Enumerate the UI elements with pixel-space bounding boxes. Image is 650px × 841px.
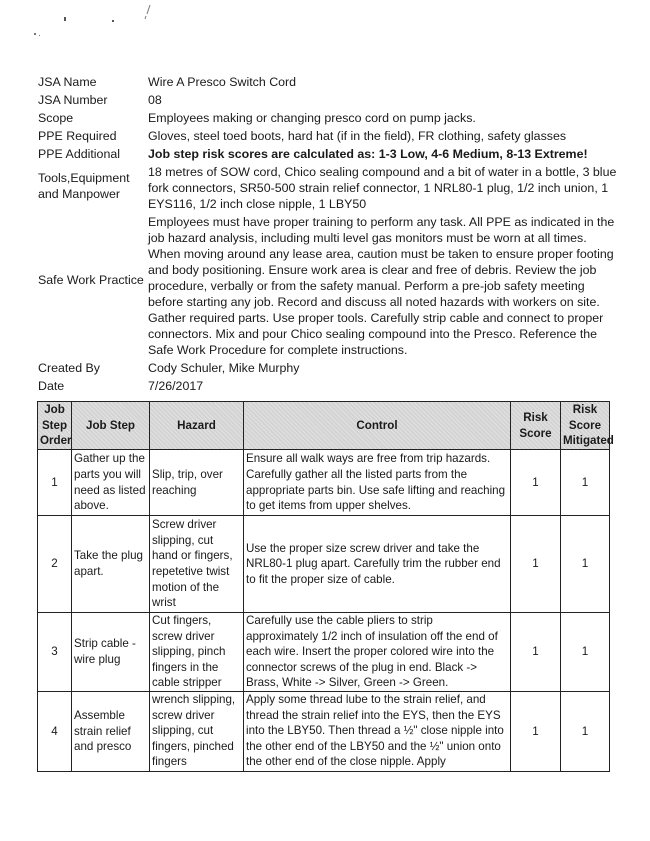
header-job-step: Job Step	[72, 402, 150, 450]
cell-risk-mitigated: 1	[561, 691, 610, 771]
header-control: Control	[244, 402, 511, 450]
jsa-number-value: 08	[148, 93, 162, 107]
jsa-number-label: JSA Number	[38, 93, 108, 107]
cell-job-step: Gather up the parts you will need as listed above.	[72, 450, 150, 516]
jsa-name-value: Wire A Presco Switch Cord	[148, 75, 297, 89]
cell-risk-score: 1	[511, 450, 561, 516]
jsa-number-row	[38, 92, 618, 108]
cell-order: 3	[38, 613, 72, 692]
cell-hazard: Slip, trip, over reaching	[150, 450, 244, 516]
date-row	[38, 378, 618, 394]
ppe-required-row	[38, 128, 618, 144]
tools-label: Tools,Equipment and Manpower	[38, 171, 130, 201]
cell-control: Apply some thread lube to the strain relief, and thread the strain relief into the EYS, then the EYS into the LBY50. Then thread a ½" close nipple into the other end of the LBY50 and the ½" union onto the other end of the close nipple. Apply	[244, 691, 511, 771]
cell-risk-mitigated: 1	[561, 516, 610, 613]
created-by-value: Cody Schuler, Mike Murphy	[148, 361, 300, 375]
ppe-required-value: Gloves, steel toed boots, hard hat (if in the field), FR clothing, safety glasses	[148, 129, 567, 143]
cell-hazard: wrench slipping, screw driver slipping, cut fingers, pinched fingers	[150, 691, 244, 771]
table-row	[38, 516, 610, 613]
date-value: 7/26/2017	[148, 379, 204, 393]
cell-job-step: Strip cable - wire plug	[72, 613, 150, 692]
cell-order: 4	[38, 691, 72, 771]
header-step-order: Job Step Order	[38, 402, 72, 450]
ppe-additional-label: PPE Additional	[38, 147, 120, 161]
cell-order: 1	[38, 450, 72, 516]
cell-order: 2	[38, 516, 72, 613]
cell-risk-score: 1	[511, 516, 561, 613]
header-hazard: Hazard	[150, 402, 244, 450]
header-risk-score: Risk Score	[511, 402, 561, 450]
ppe-required-label: PPE Required	[38, 129, 117, 143]
cell-risk-mitigated: 1	[561, 450, 610, 516]
scan-specks	[0, 0, 650, 60]
tools-row	[38, 164, 618, 212]
header-risk-mitigated: Risk Score Mitigated	[561, 402, 610, 450]
cell-job-step: Assemble strain relief and presco	[72, 691, 150, 771]
tools-value: 18 metres of SOW cord, Chico sealing compound and a bit of water in a bottle, 3 blue fork connectors, SR50-500 strain relief connector, 1 NRL80-1 plug, 1/2 inch union, 1 EYS116, 1/2 inch close nipple, 1 LBY50	[148, 165, 617, 211]
table-row	[38, 691, 610, 771]
cell-hazard: Cut fingers, screw driver slipping, pinch fingers in the cable stripper	[150, 613, 244, 692]
scope-row	[38, 110, 618, 126]
cell-control: Ensure all walk ways are free from trip hazards. Carefully gather all the listed parts from the appropriate parts bin. Use safe lifting and reaching to get items from upper shelves.	[244, 450, 511, 516]
table-row	[38, 613, 610, 692]
jsa-name-label: JSA Name	[38, 75, 97, 89]
cell-control: Carefully use the cable pliers to strip approximately 1/2 inch of insulation off the end of each wire. Insert the proper colored wire into the connector screws of the plug in end. Black -> Brass, White -> Silver, Green -> Green.	[244, 613, 511, 692]
table-header-row	[38, 402, 610, 450]
safe-work-value: Employees must have proper training to perform any task. All PPE as indicated in the job hazard analysis, including multi level gas monitors must be worn at all times. When moving around any lease area, caution must be taken to ensure proper footing and body positioning. Ensure work area is clear and free of debris. Review the job procedure, verbally or from the safety manual. Perform a pre-job safety meeting before starting any job. Record and discuss all noted hazards with workers on site. Gather required parts. Use proper tools. Carefully strip cable and connect to proper connectors. Mix and pour Chico sealing compound into the Presco. Reference the Safe Work Procedure for complete instructions.	[148, 215, 615, 357]
ppe-additional-value: Job step risk scores are calculated as: 1-3 Low, 4-6 Medium, 8-13 Extreme!	[148, 147, 588, 161]
created-by-label: Created By	[38, 361, 100, 375]
created-by-row	[38, 360, 618, 376]
cell-risk-score: 1	[511, 613, 561, 692]
jsa-info	[38, 74, 618, 394]
cell-risk-score: 1	[511, 691, 561, 771]
ppe-additional-row	[38, 146, 618, 162]
scope-value: Employees making or changing presco cord on pump jacks.	[148, 111, 476, 125]
cell-hazard: Screw driver slipping, cut hand or fingers, repetetive twist motion of the wrist	[150, 516, 244, 613]
cell-risk-mitigated: 1	[561, 613, 610, 692]
safe-work-label: Safe Work Practice	[38, 273, 144, 287]
job-steps-table	[37, 401, 614, 772]
safe-work-row	[38, 214, 618, 358]
cell-job-step: Take the plug apart.	[72, 516, 150, 613]
jsa-name-row	[38, 74, 618, 90]
date-label: Date	[38, 379, 65, 393]
scope-label: Scope	[38, 111, 74, 125]
cell-control: Use the proper size screw driver and take the NRL80-1 plug apart. Carefully trim the rubber end to fit the proper size of cable.	[244, 516, 511, 613]
table-row	[38, 450, 610, 516]
